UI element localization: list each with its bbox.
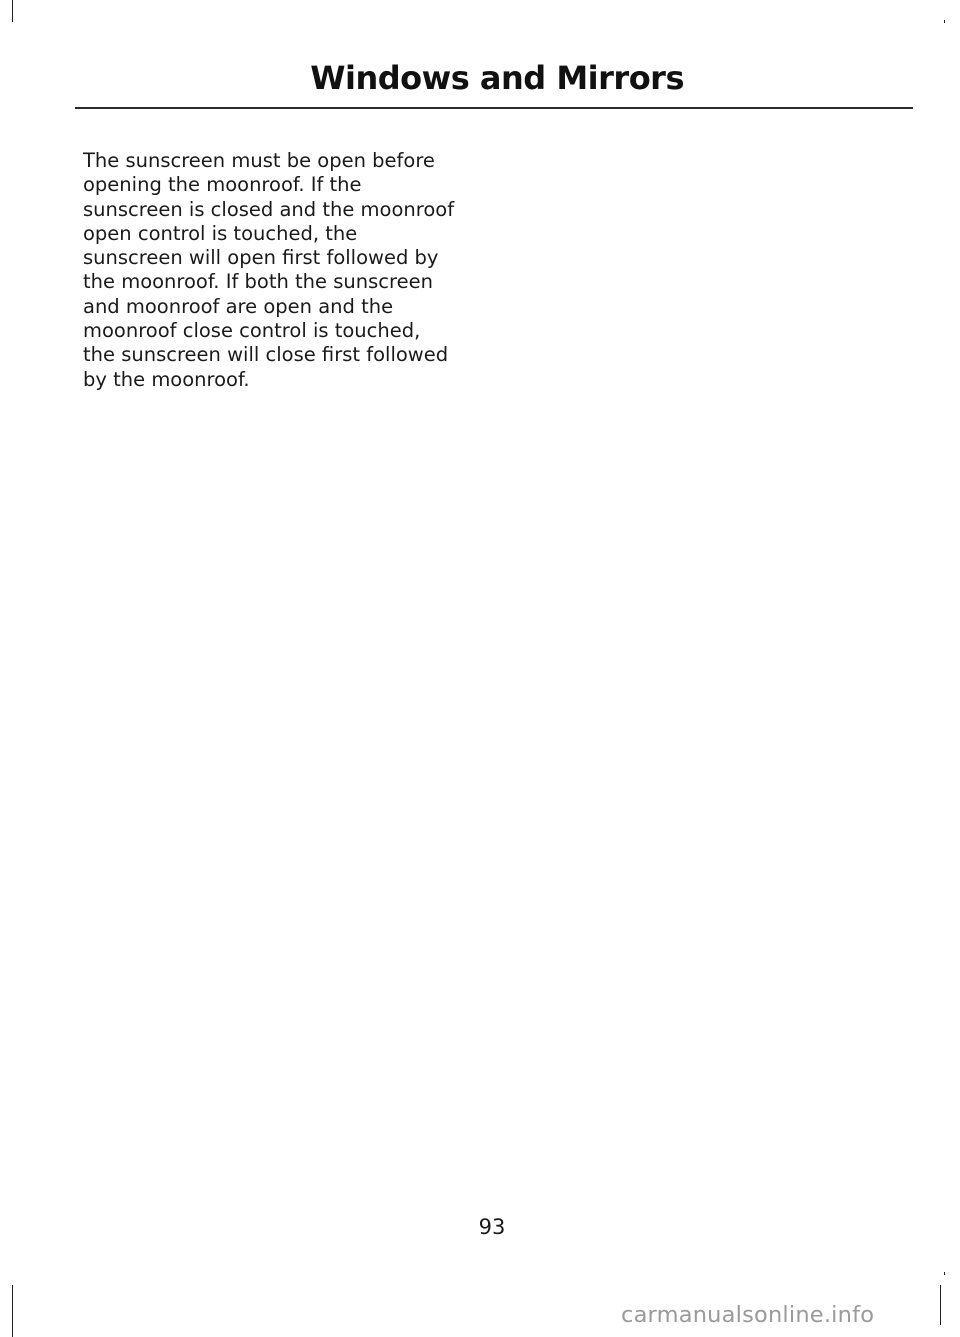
crop-mark-bottom-right-dot (944, 1272, 945, 1275)
paragraph-line: the sunscreen will close first followed (83, 343, 449, 367)
crop-mark-top-left (12, 0, 13, 22)
paragraph-line: open control is touched, the (83, 221, 358, 245)
paragraph-line: and moonroof are open and the (83, 294, 394, 318)
header-divider (75, 107, 913, 109)
crop-mark-bottom-left (12, 1285, 13, 1337)
page-number: 93 (478, 1215, 506, 1239)
body-paragraph (83, 149, 483, 392)
paragraph-line: moonroof close control is touched, (83, 319, 421, 343)
paragraph-line: sunscreen is closed and the moonroof (83, 197, 455, 221)
paragraph-line: opening the moonroof. If the (83, 173, 362, 197)
section-title: Windows and Mirrors (310, 59, 684, 97)
paragraph-line: the moonroof. If both the sunscreen (83, 270, 433, 294)
paragraph-line: The sunscreen must be open before (83, 149, 435, 172)
crop-mark-top-right (944, 20, 945, 23)
paragraph-line: by the moonroof. (83, 367, 250, 391)
watermark-text: carmanualsonline.info (621, 1302, 875, 1328)
paragraph-line: sunscreen will open first followed by (83, 246, 439, 270)
